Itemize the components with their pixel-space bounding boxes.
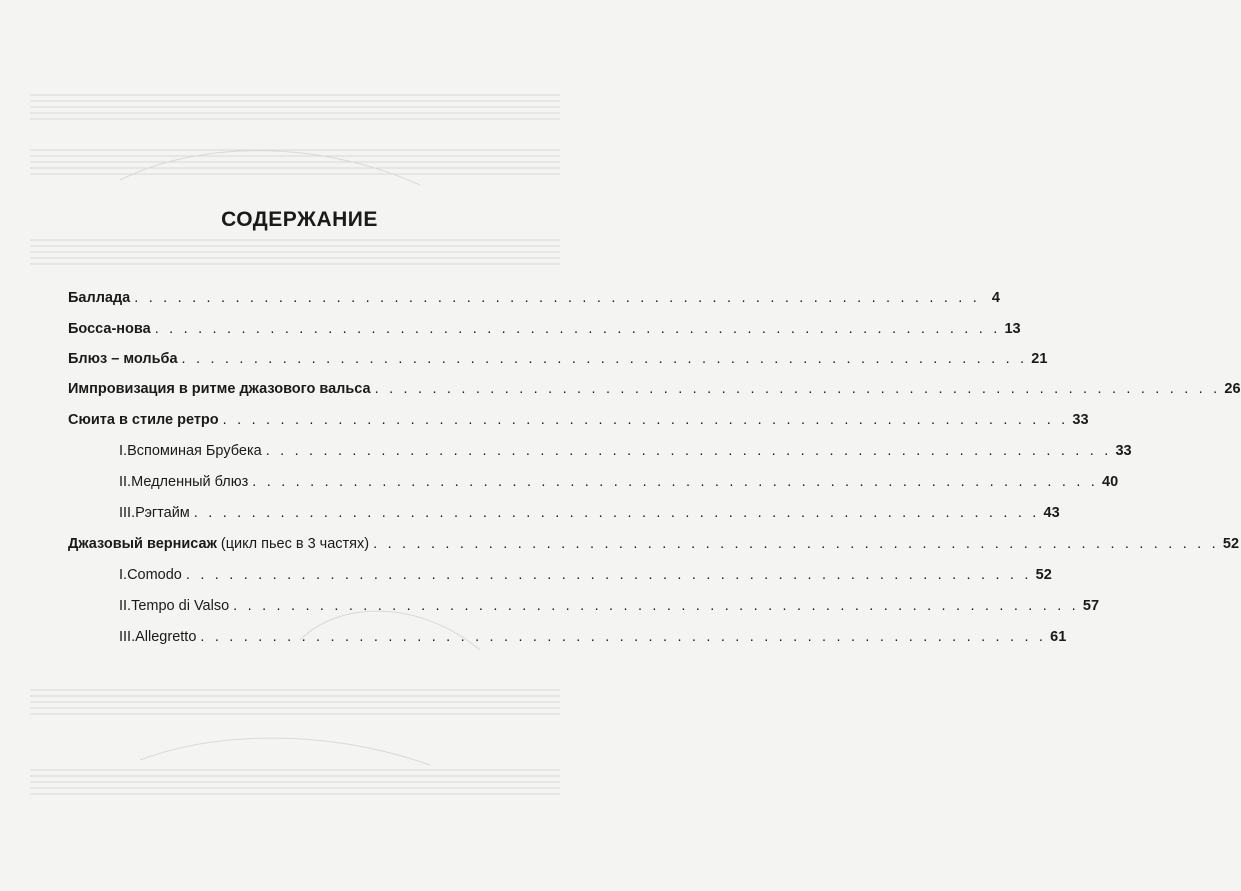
dot-leader: . . . . . . . . . . . . . . . . . . . . . . . . . . . . . . . . . . . . . . . . . . . . . . . . . . . . . . . . . . . [233, 598, 1079, 614]
toc-subentry-number: III. [119, 505, 136, 521]
dot-leader: . . . . . . . . . . . . . . . . . . . . . . . . . . . . . . . . . . . . . . . . . . . . . . . . . . . . . . . . . . . [154, 321, 1001, 337]
toc-subentry-title: Медленный блюз [131, 474, 249, 490]
toc-entry [68, 381, 1241, 401]
dot-leader: . . . . . . . . . . . . . . . . . . . . . . . . . . . . . . . . . . . . . . . . . . . . . . . . . . . . . . . . . . . [222, 412, 1069, 428]
toc-entry-title: Джазовый вернисаж [68, 536, 217, 552]
toc-subentry-page: 43 [1043, 505, 1060, 521]
dot-leader: . . . . . . . . . . . . . . . . . . . . . . . . . . . . . . . . . . . . . . . . . . . . . . . . . . . . . . . . . . . [373, 536, 1219, 552]
dot-leader: . . . . . . . . . . . . . . . . . . . . . . . . . . . . . . . . . . . . . . . . . . . . . . . . . . . . . . . . . . . [181, 351, 1028, 367]
toc-subentry-title: Tempo di Valso [131, 598, 230, 614]
toc-subentry-page: 33 [1115, 443, 1132, 459]
toc-subentry [119, 443, 1132, 463]
toc-entry-page: 13 [1004, 321, 1021, 337]
toc-entry-title: Баллада [68, 290, 131, 306]
toc-entry [68, 412, 1089, 432]
toc-entry-page: 26 [1224, 381, 1241, 397]
toc-subentry-page: 40 [1102, 474, 1119, 490]
toc-entry-page: 4 [991, 290, 1000, 306]
toc-subentry [119, 567, 1052, 587]
toc-subentry-title: Вспоминая Брубека [127, 443, 262, 459]
toc-entry-title: Импровизация в ритме джазового вальса [68, 381, 371, 397]
toc-subentry-number: III. [119, 629, 136, 645]
toc-subentry-number: I. [119, 567, 128, 583]
toc-subentry-title: Allegretto [135, 629, 197, 645]
page-title: СОДЕРЖАНИЕ [221, 208, 378, 231]
toc-subentry-number: II. [119, 598, 132, 614]
toc-subentry [119, 505, 1060, 525]
dot-leader: . . . . . . . . . . . . . . . . . . . . . . . . . . . . . . . . . . . . . . . . . . . . . . . . . . . . . . . . . . . [252, 474, 1099, 490]
toc-entry [68, 536, 1240, 556]
toc-entry [68, 321, 1021, 341]
toc-subentry [119, 629, 1067, 649]
dot-leader: . . . . . . . . . . . . . . . . . . . . . . . . . . . . . . . . . . . . . . . . . . . . . . . . . . . . . . . . . . . [374, 381, 1221, 397]
toc-subentry-page: 61 [1050, 629, 1067, 645]
dot-leader: . . . . . . . . . . . . . . . . . . . . . . . . . . . . . . . . . . . . . . . . . . . . . . . . . . . . . . . . . . . [185, 567, 1032, 583]
toc-entry-title: Сюита в стиле ретро [68, 412, 219, 428]
toc-subentry-title: Comodo [127, 567, 182, 583]
toc-entry-title: Блюз – мольба [68, 351, 178, 367]
dot-leader: . . . . . . . . . . . . . . . . . . . . . . . . . . . . . . . . . . . . . . . . . . . . . . . . . . . . . . . . . . . [134, 290, 980, 306]
toc-subentry-title: Рэгтайм [135, 505, 190, 521]
dot-leader: . . . . . . . . . . . . . . . . . . . . . . . . . . . . . . . . . . . . . . . . . . . . . . . . . . . . . . . . . . . [200, 629, 1047, 645]
dot-leader: . . . . . . . . . . . . . . . . . . . . . . . . . . . . . . . . . . . . . . . . . . . . . . . . . . . . . . . . . . . [265, 443, 1112, 459]
toc-entry [68, 290, 1000, 310]
toc-entry [68, 351, 1048, 371]
toc-entry-page: 52 [1222, 536, 1240, 552]
dot-leader: . . . . . . . . . . . . . . . . . . . . . . . . . . . . . . . . . . . . . . . . . . . . . . . . . . . . . . . . . . . [193, 505, 1040, 521]
toc-entry-title: Босса-нова [68, 321, 151, 337]
toc-subentry-page: 52 [1035, 567, 1052, 583]
toc-subentry-number: I. [119, 443, 128, 459]
toc-entry-page: 33 [1072, 412, 1089, 428]
toc-subentry-page: 57 [1082, 598, 1100, 614]
toc-entry-subtitle: (цикл пьес в 3 частях) [220, 536, 370, 552]
toc-subentry-number: II. [119, 474, 132, 490]
toc-subentry [119, 598, 1100, 618]
toc-subentry [119, 474, 1119, 494]
toc-entry-page: 21 [1031, 351, 1048, 367]
